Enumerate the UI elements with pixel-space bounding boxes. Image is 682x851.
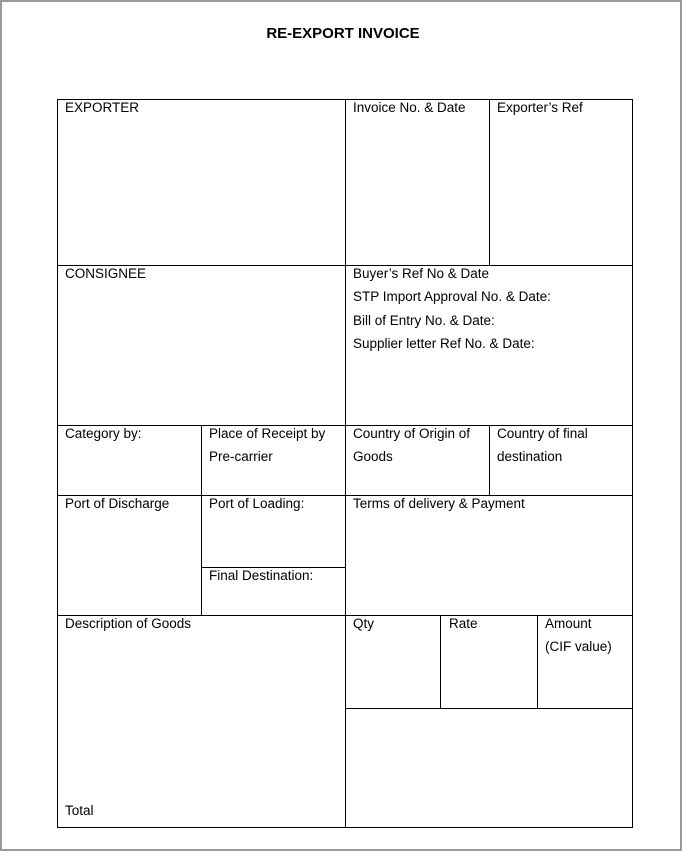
divider-place-of-receipt bbox=[201, 425, 202, 616]
country-of-final-label-line1: Country of final bbox=[497, 426, 588, 441]
divider-exporters-ref bbox=[489, 99, 490, 266]
amount-label-line2: (CIF value) bbox=[545, 639, 612, 654]
amount-label-line1: Amount bbox=[545, 616, 592, 631]
bill-of-entry-label: Bill of Entry No. & Date: bbox=[353, 313, 495, 328]
country-of-origin-label-line2: Goods bbox=[353, 449, 393, 464]
terms-of-delivery-label: Terms of delivery & Payment bbox=[353, 496, 525, 511]
exporter-label: EXPORTER bbox=[65, 100, 140, 115]
total-label: Total bbox=[65, 803, 94, 818]
center-divider bbox=[345, 99, 346, 828]
final-destination-label: Final Destination: bbox=[209, 568, 314, 583]
divider-amount bbox=[537, 615, 538, 709]
country-of-final-label-line2: destination bbox=[497, 449, 563, 464]
qty-label: Qty bbox=[353, 616, 375, 631]
invoice-no-date-label: Invoice No. & Date bbox=[353, 100, 466, 115]
divider-country-final bbox=[489, 425, 490, 496]
country-of-origin-label-line1: Country of Origin of bbox=[353, 426, 471, 441]
description-of-goods-label: Description of Goods bbox=[65, 616, 192, 631]
rate-label: Rate bbox=[449, 616, 478, 631]
port-of-discharge-label: Port of Discharge bbox=[65, 496, 170, 511]
frame-right-border bbox=[632, 99, 633, 828]
frame-left-border bbox=[57, 99, 58, 828]
row-divider-amount-bottom bbox=[345, 708, 633, 709]
place-of-receipt-label-line2: Pre-carrier bbox=[209, 449, 273, 464]
exporters-ref-label: Exporter’s Ref bbox=[497, 100, 583, 115]
stp-import-approval-label: STP Import Approval No. & Date: bbox=[353, 289, 551, 304]
buyers-ref-label: Buyer’s Ref No & Date bbox=[353, 266, 490, 281]
place-of-receipt-label-line1: Place of Receipt by bbox=[209, 426, 326, 441]
category-by-label: Category by: bbox=[65, 426, 142, 441]
port-of-loading-label: Port of Loading: bbox=[209, 496, 305, 511]
divider-rate bbox=[440, 615, 441, 709]
consignee-label: CONSIGNEE bbox=[65, 266, 147, 281]
document-title: RE-EXPORT INVOICE bbox=[266, 25, 420, 42]
supplier-letter-label: Supplier letter Ref No. & Date: bbox=[353, 336, 535, 351]
